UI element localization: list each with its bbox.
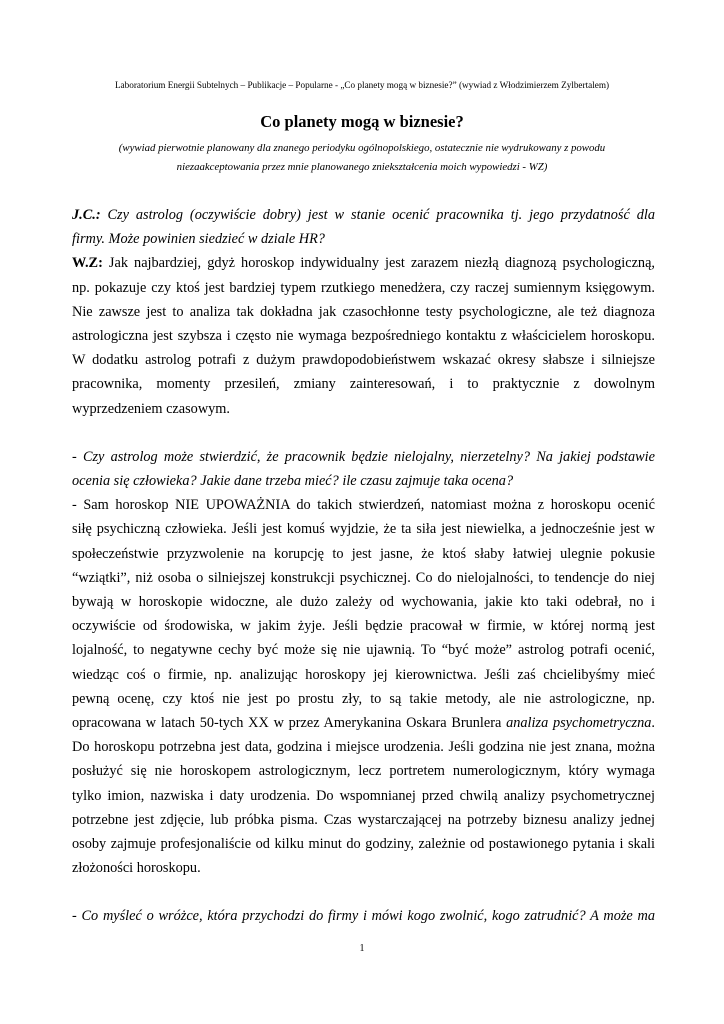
answer-line: np. pokazuje czy ktoś jest bardziej typem rzutkiego menedżera, czy raczej sumiennym księgowym. [72,279,655,296]
question-line: firmy. Może powinien siedzieć w dziale HR? [72,231,325,248]
subtitle [0,139,724,177]
answer-line: pracownika, momenty przesileń, zmiany zainteresowań, i to praktycznie z dowolnym [72,376,655,393]
page-number: 1 [359,943,365,954]
answer-line: Nie zawsze jest to analiza tak dokładna jak czasochłonne testy psychologiczne, ale też diagnoza [72,303,655,320]
answer-line: opracowana w latach 50-tych XX w przez Amerykanina Oskara Brunlera analiza psychometryczna. [72,714,655,731]
speaker-label: J.C.: [72,207,101,223]
method-name: analiza psychometryczna [506,714,652,731]
answer-line: siłę psychiczną człowieka. Jeśli jest komuś wyjdzie, że ta siła jest niewielka, a jednocześnie jest w [72,521,655,538]
answer-line: astrologiczna jest szybsza i często nie wymaga bezpośredniego kontaktu z właścicielem horoskopu. [72,327,655,344]
answer-line: W dodatku astrolog potrafi z dużym prawdopodobieństwem wskazać okresy słabsze i silniejsze [72,352,655,369]
question-line: ocenia się człowieka? Jakie dane trzeba mieć? ile czasu zajmuje taka ocena? [72,473,514,490]
answer-line: społeczeństwie przyzwolenie na korupcję to jest jasne, że ktoś słaby łatwiej ulegnie pokusie [72,545,655,562]
speaker-label: W.Z: [72,255,103,272]
subtitle-line: niezaakceptowania przez mnie planowanego zniekształcenia moich wypowiedzi - WZ) [176,161,548,173]
page-title: Co planety mogą w biznesie? [260,112,464,131]
answer-line: oczywiście od środowiska, w jakim żyje. Jeśli będzie pracował w firmie, w której normą jest [72,618,655,635]
answer-line: bywają w horoskopie widoczne, ale dużo zależy od wychowania, jakie kto taki odebrał, no i [72,594,655,610]
answer-line: posłużyć się nie horoskopem astrologicznym, lecz portretem numerologicznym, który wymaga [72,763,655,780]
running-header: Laboratorium Energii Subtelnych – Publikacje – Popularne - „Co planety mogą w biznesie?” (wywiad z Włodzimierzem Zylbertalem) [114,80,610,90]
answer-line: “wziątki”, niż osoba o silniejszej konstrukcji psychicznej. Co do nielojalności, to tendencje do niej [72,569,655,586]
subtitle-line: (wywiad pierwotnie planowany dla znanego periodyku ogólnopolskiego, ostatecznie nie wydrukowany z powodu [118,142,606,154]
question-line: J.C.: Czy astrolog (oczywiście dobry) jest w stanie ocenić pracownika tj. jego przydatność dla [72,207,655,223]
answer-line: pewną ocenę, czy ktoś nie jest po prostu zły, to są takie metody, ale nie astrologiczne, np. [72,690,655,707]
answer-line: Do horoskopu potrzebna jest data, godzina i miejsce urodzenia. Jeśli godzina nie jest znana, można [72,739,655,756]
answer-line: lojalność, to negatywne cechy być może się nie ujawnią. To “być może” astrolog potrafi ocenić, [72,642,655,659]
paragraph-gap [72,421,655,445]
answer-line: potrzebne jest zdjęcie, lub próbka pisma. Czas wystarczającej na potrzeby biznesu analizy jednej [72,811,655,828]
answer-line: wiedząc coś o firmie, np. analizując horoskopy jej kierownictwa. Jeśli zaś chcielibyśmy mieć [72,666,655,683]
answer-line: złożoności horoskopu. [72,860,201,877]
answer-line: wyprzedzeniem czasowym. [72,400,230,417]
answer-line: osoby zajmuje profesjonaliście od kilku minut do godziny, zależnie od postawionego pytania i skali [72,835,655,852]
answer-line: W.Z: Jak najbardziej, gdyż horoskop indywidualny jest zarazem niezłą diagnozą psychologiczną, [72,255,655,272]
question-line: - Co myśleć o wróżce, która przychodzi do firmy i mówi kogo zwolnić, kogo zatrudnić? A może ma [72,908,655,925]
question-line: - Czy astrolog może stwierdzić, że pracownik będzie nielojalny, nierzetelny? Na jakiej podstawie [72,448,655,465]
answer-line: tylko imion, nazwiska i daty urodzenia. Do wspomnianej przed chwilą analizy psychometrycznej [72,787,655,804]
interview-body [72,203,655,929]
paragraph-gap [72,880,655,904]
answer-line: - Sam horoskop NIE UPOWAŻNIA do takich stwierdzeń, natomiast można z horoskopu ocenić [72,497,655,514]
